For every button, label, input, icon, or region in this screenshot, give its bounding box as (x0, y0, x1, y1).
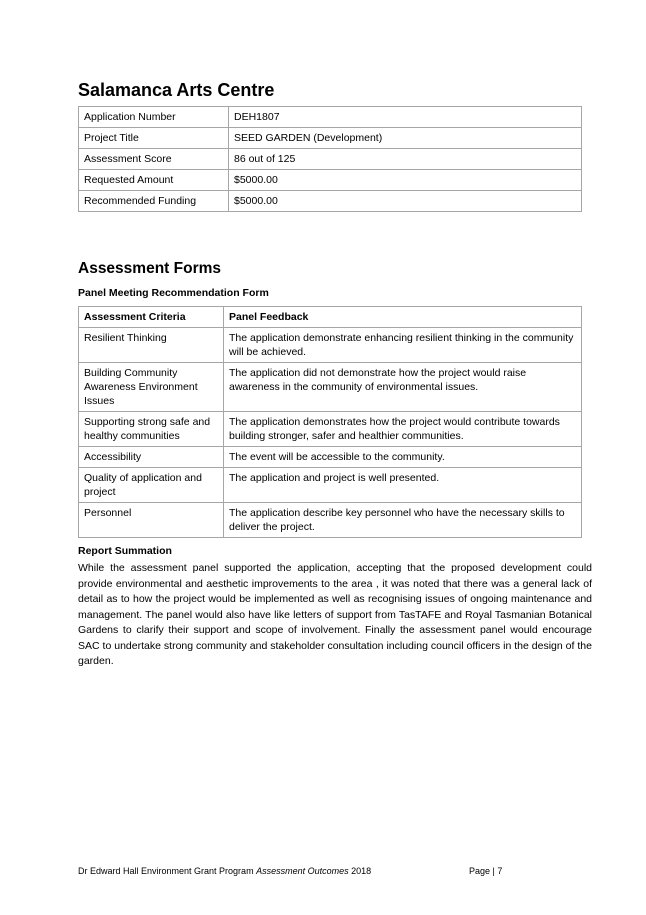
footer-year: 2018 (351, 866, 372, 876)
criteria-cell: Quality of application and project (79, 468, 224, 503)
table-row (79, 412, 582, 447)
row-label: Application Number (79, 107, 229, 128)
row-label: Assessment Score (79, 149, 229, 170)
table-row (79, 128, 582, 149)
row-label: Requested Amount (79, 170, 229, 191)
row-value: $5000.00 (229, 170, 582, 191)
row-value: $5000.00 (229, 191, 582, 212)
application-summary-table (78, 106, 582, 212)
table-header-row (79, 307, 582, 328)
criteria-cell: Supporting strong safe and healthy communities (79, 412, 224, 447)
criteria-cell: Personnel (79, 503, 224, 538)
criteria-cell: Building Community Awareness Environment Issues (79, 363, 224, 412)
row-value: SEED GARDEN (Development) (229, 128, 582, 149)
row-label: Recommended Funding (79, 191, 229, 212)
feedback-cell: The event will be accessible to the community. (224, 447, 582, 468)
section-heading: Assessment Forms (78, 260, 222, 277)
column-header-criteria: Assessment Criteria (79, 307, 224, 328)
row-value: DEH1807 (229, 107, 582, 128)
organisation-title: Salamanca Arts Centre (78, 80, 275, 100)
row-label: Project Title (79, 128, 229, 149)
criteria-cell: Resilient Thinking (79, 328, 224, 363)
footer-document-title: Assessment Outcomes (256, 866, 349, 876)
table-row (79, 107, 582, 128)
table-row (79, 149, 582, 170)
footer-program (78, 866, 371, 876)
feedback-cell: The application describe key personnel who have the necessary skills to deliver the project. (224, 503, 582, 538)
feedback-cell: The application demonstrate enhancing resilient thinking in the community will be achieved. (224, 328, 582, 363)
summation-heading: Report Summation (78, 545, 172, 557)
summation-paragraph: While the assessment panel supported the application, accepting that the proposed development could provide environmental and aesthetic improvements to the area , it was noted that there was a general lack of detail as to how the project would be implemented as well as recognising issues of ongoing maintenance and management. The panel would also have like letters of support from TasTAFE and Royal Tasmanian Botanical Gardens to clarify their support and scope of involvement. Finally the assessment panel would encourage SAC to undertake strong community and stakeholder consultation including council officers in the design of the garden. (78, 562, 592, 667)
feedback-cell: The application and project is well presented. (224, 468, 582, 503)
table-row (79, 468, 582, 503)
page-number: Page | 7 (469, 866, 503, 876)
column-header-feedback: Panel Feedback (224, 307, 582, 328)
table-row (79, 328, 582, 363)
table-row (79, 363, 582, 412)
table-row (79, 447, 582, 468)
table-row (79, 170, 582, 191)
form-subheading: Panel Meeting Recommendation Form (78, 287, 269, 299)
table-row (79, 191, 582, 212)
criteria-cell: Accessibility (79, 447, 224, 468)
assessment-criteria-table (78, 306, 582, 538)
table-row (79, 503, 582, 538)
feedback-cell: The application demonstrates how the project would contribute towards building stronger, safer and healthier communities. (224, 412, 582, 447)
footer-program-name: Dr Edward Hall Environment Grant Program (78, 866, 254, 876)
row-value: 86 out of 125 (229, 149, 582, 170)
feedback-cell: The application did not demonstrate how the project would raise awareness in the community of environmental issues. (224, 363, 582, 412)
